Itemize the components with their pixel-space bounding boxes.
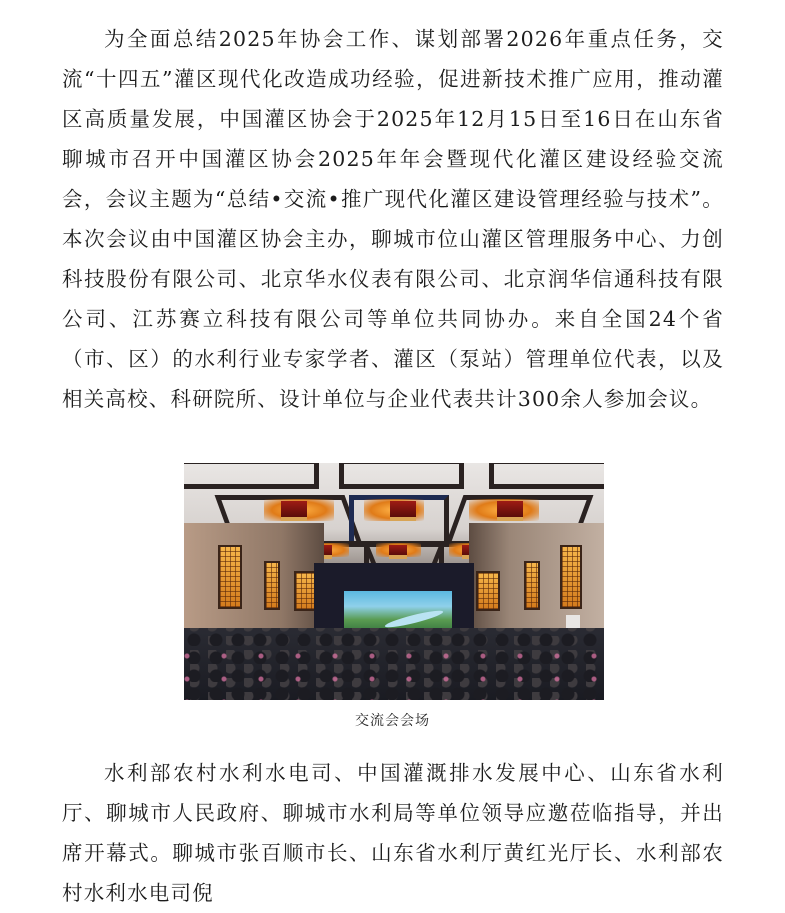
chandelier (497, 501, 523, 521)
chandelier (390, 501, 416, 521)
figure-caption: 交流会会场 (355, 713, 430, 729)
chandelier (389, 545, 407, 559)
paragraph-meeting-overview: 为全面总结2025年协会工作、谋划部署2026年重点任务，交流“十四五”灌区现代化改造成功经验，促进新技术推广应用，推动灌区高质量发展，中国灌区协会于2025年12月15日至16日在山东省聊城市召开中国灌区协会2025年年会暨现代化灌区建设经验交流会，会议主题为“总结•交流•推广现代化灌区建设管理经验与技术”。本次会议由中国灌区协会主办，聊城市位山灌区管理服务中心、力创科技股份有限公司、北京华水仪表有限公司、北京润华信通科技有限公司、江苏赛立科技有限公司等单位共同协办。来自全国24个省（市、区）的水利行业专家学者、灌区（泵站）管理单位代表，以及相关高校、科研院所、设计单位与企业代表共计300余人参加会议。 (62, 27, 724, 411)
paragraph-attending-leaders: 水利部农村水利水电司、中国灌溉排水发展中心、山东省水利厅、聊城市人民政府、聊城市水利局等单位领导应邀莅临指导，并出席开幕式。聊城市张百顺市长、山东省水利厅黄红光厅长、水利部农村水利水电司倪 (62, 761, 724, 905)
chandelier (281, 501, 307, 521)
meeting-venue-photo (184, 463, 604, 700)
meeting-venue-figure (184, 463, 604, 700)
